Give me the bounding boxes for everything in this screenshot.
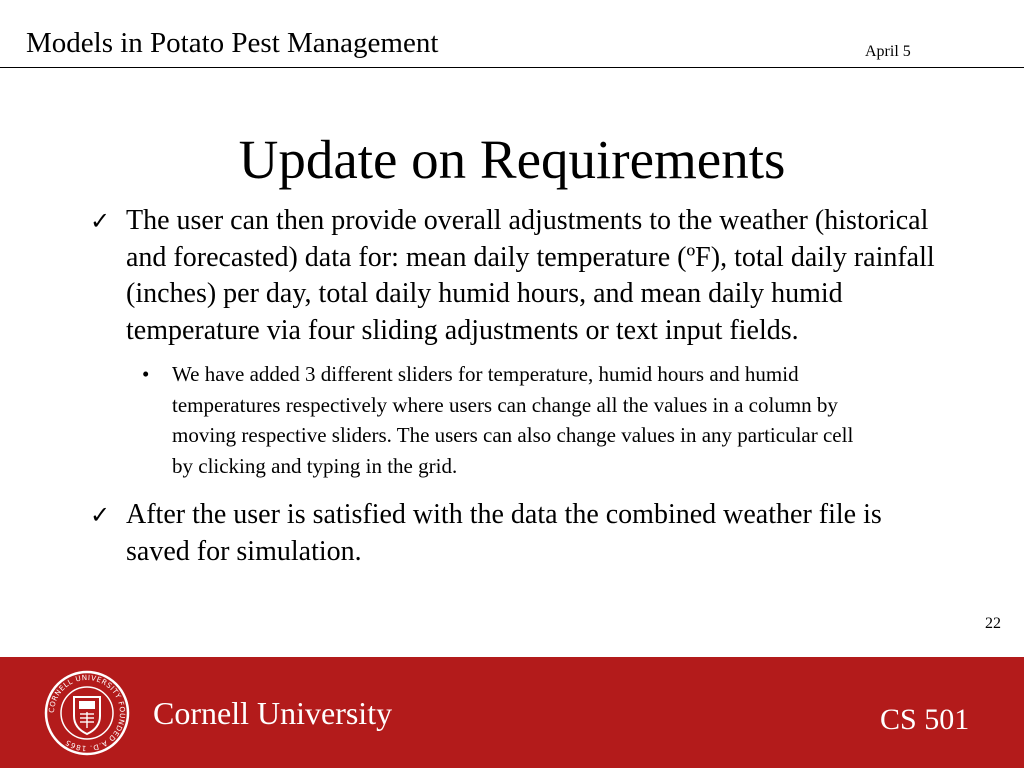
slide-content [90,203,940,570]
checkmark-icon: ✓ [90,207,111,235]
bullet-item [90,203,940,349]
bullet-dot-icon: • [142,362,150,386]
header-title: Models in Potato Pest Management [26,27,439,59]
header-divider [0,67,1024,68]
bullet-item [90,497,940,570]
sub-bullet-text: We have added 3 different sliders for temperature, humid hours and humid temperatures respectively where users can change all the values in a column by moving respective sliders. The users can also change values in any particular cell by clicking and typing in the grid. [172,362,854,478]
bullet-text: After the user is satisfied with the data the combined weather file is saved for simulation. [126,499,882,567]
university-logo-text: Cornell University [153,695,393,731]
slide-title: Update on Requirements [238,129,786,190]
bullet-text: The user can then provide overall adjustments to the weather (historical and forecasted) data for: mean daily temperature (ºF), total daily rainfall (inches) per day, total daily humid hours, and mean daily humid temperature via four sliding adjustments or text input fields. [126,205,935,346]
course-label: CS 501 [880,703,970,736]
seal-text: CORNELL UNIVERSITY FOUNDED A.D. 1865 [46,672,128,754]
page-number: 22 [985,615,1001,632]
checkmark-icon: ✓ [90,501,111,529]
footer-bar [0,657,1024,768]
cornell-seal-icon [44,670,130,756]
sub-bullet-item [142,359,862,481]
header-date: April 5 [865,43,911,60]
